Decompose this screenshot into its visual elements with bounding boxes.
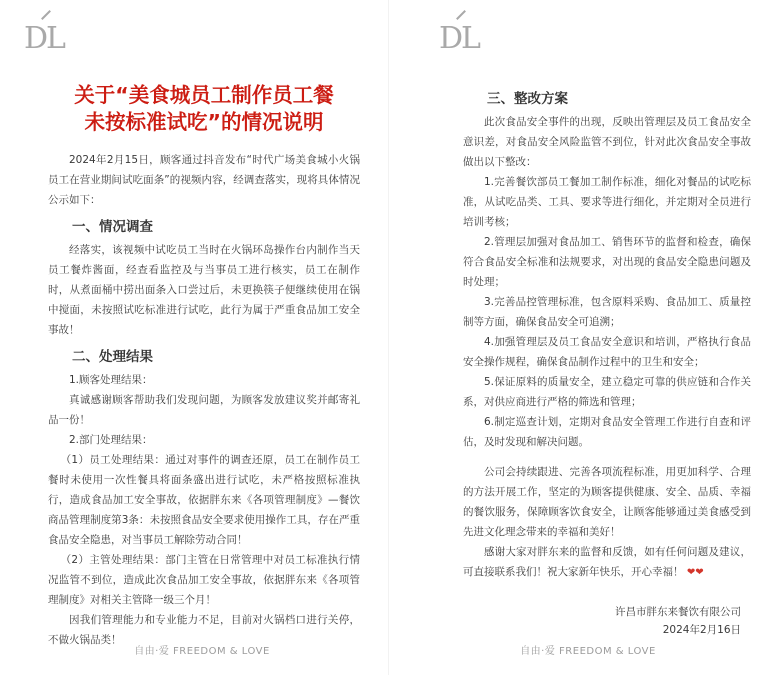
page-divider	[388, 0, 389, 675]
rectification-item: 2.管理层加强对食品加工、销售环节的监督和检查，确保符合食品安全标准和法规要求，对出现的食品安全隐患问题及时处理；	[463, 236, 751, 288]
thanks-text: 感谢大家对胖东来的监督和反馈，如有任何问题及建议，可直接联系我们！祝大家新年快乐，开心幸福！	[463, 546, 751, 578]
left-content	[48, 82, 360, 650]
rectification-item: 3.完善品控管理标准，包含原料采购、食品加工、质量控制等方面，确保食品安全可追溯；	[463, 296, 751, 328]
section3-intro: 此次食品安全事件的出现，反映出管理层及员工食品安全意识差，对食品安全风险监管不到位，针对此次食品安全事故做出以下整改：	[463, 116, 751, 168]
thanks-paragraph	[463, 542, 751, 583]
section2-heading: 二、处理结果	[72, 349, 153, 365]
intro-paragraph: 2024年2月15日，顾客通过抖音发布“时代广场美食城小火锅员工在营业期间试吃面条”的视频内容，经调查落实，现将具体情况公示如下：	[48, 154, 360, 206]
section3-heading: 三、整改方案	[487, 91, 568, 107]
commitment-paragraph: 公司会持续跟进、完善各项流程标准，用更加科学、合理的方法开展工作，坚定的为顾客提供健康、安全、品质、幸福的餐饮服务，保障顾客饮食安全，让顾客能够通过美食感受到先进文化理念带来的幸福和美好！	[463, 466, 751, 538]
item2-label: 2.部门处理结果：	[69, 434, 153, 446]
closing-paragraph: 因我们管理能力和专业能力不足，目前对火锅档口进行关停，不做火锅品类！	[48, 614, 360, 646]
title-line-2: 未按标准试吃”的情况说明	[84, 110, 324, 134]
rectification-item: 1.完善餐饮部员工餐加工制作标准，细化对餐品的试吃标准，从试吃品类、工具、要求等进行细化，并定期对全员进行培训考核；	[463, 176, 751, 228]
footer-tagline: 自由·爱 FREEDOM & LOVE	[134, 646, 270, 657]
rectification-item: 5.保证原料的质量安全，建立稳定可靠的供应链和合作关系，对供应商进行严格的筛选和管理；	[463, 376, 751, 408]
left-page	[0, 0, 378, 675]
rectification-item: 4.加强管理层及员工食品安全意识和培训，严格执行食品安全操作规程，确保食品制作过程中的卫生和安全；	[463, 336, 751, 368]
right-content	[463, 88, 751, 639]
item2b-body: （2）主管处理结果：部门主管在日常管理中对员工标准执行情况监管不到位，造成此次食品加工安全事故，依据胖东来《各项管理制度》对相关主管降一级三个月！	[48, 554, 360, 606]
notice-title	[42, 82, 366, 136]
section1-body: 经落实，该视频中试吃员工当时在火锅环岛操作台内制作当天员工餐炸酱面，经查看监控及与当事员工进行核实，员工在制作时，从煮面桶中捞出面条入口尝过后，未更换筷子便继续使用在锅中搅面，未按照试吃标准进行试吃，此行为属于严重食品加工安全事故！	[48, 244, 360, 336]
heart-icon: ❤❤	[686, 567, 704, 578]
item1-label: 1.顾客处理结果：	[69, 374, 153, 386]
item1-body: 真诚感谢顾客帮助我们发现问题，为顾客发放建议奖并邮寄礼品一份！	[48, 394, 360, 426]
footer-tagline: 自由·爱 FREEDOM & LOVE	[520, 646, 656, 657]
dl-logo: DL	[24, 24, 64, 54]
title-line-1: 关于“美食城员工制作员工餐	[74, 83, 334, 107]
dl-logo: DL	[439, 24, 479, 54]
right-page	[399, 0, 777, 675]
company-name: 许昌市胖东来餐饮有限公司	[615, 606, 741, 618]
signature-date: 2024年2月16日	[662, 624, 741, 636]
rectification-item: 6.制定巡查计划，定期对食品安全管理工作进行自查和评估，及时发现和解决问题。	[463, 416, 751, 448]
signature-block	[463, 603, 751, 639]
item2a-body: （1）员工处理结果：通过对事件的调查还原，员工在制作员工餐时未使用一次性餐具将面条盛出进行试吃，未严格按照标准执行，造成食品加工安全事故，依据胖东来《各项管理制度》—餐饮商品管理制度第3条：未按照食品安全要求使用操作工具，存在严重食品安全隐患，对当事员工解除劳动合同！	[48, 454, 360, 546]
section1-heading: 一、情况调查	[72, 219, 153, 235]
